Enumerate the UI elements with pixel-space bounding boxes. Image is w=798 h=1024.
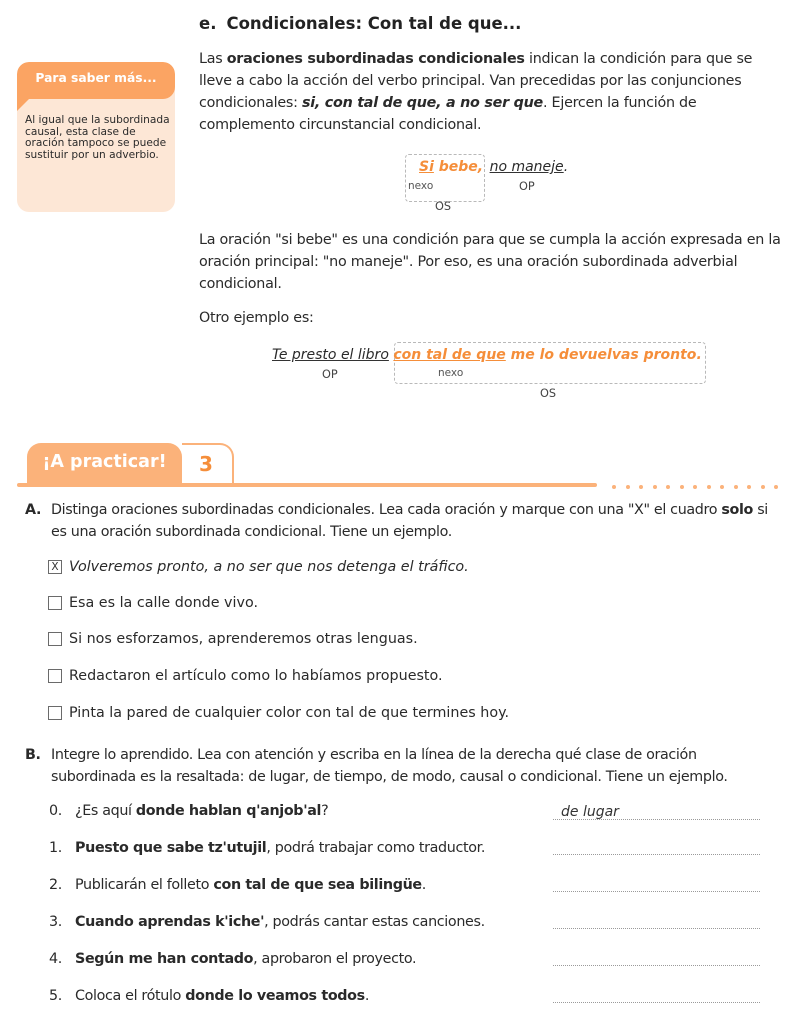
item-post: ? bbox=[321, 803, 329, 819]
item-number: 5. bbox=[49, 988, 62, 1004]
exercise-a-item-text: Redactaron el artículo como lo habíamos propuesto. bbox=[69, 668, 443, 684]
section-title-text: Condicionales: Con tal de que... bbox=[226, 14, 522, 33]
intro-text-2: indican la condición para que se lleve a cabo la acción del verbo principal. Van precedidas por las conjunciones condicionales: bbox=[199, 51, 753, 111]
item-highlight: donde lo veamos todos bbox=[185, 988, 365, 1004]
item-highlight: Puesto que sabe tz'utujil bbox=[75, 840, 267, 856]
intro-text-1: Las bbox=[199, 51, 227, 67]
answer-text bbox=[553, 950, 561, 966]
example1-period: . bbox=[563, 159, 569, 175]
example1-main-clause: no maneje bbox=[489, 159, 564, 175]
exercise-a-text-1: Distinga oraciones subordinadas condicionales. Lea cada oración y marque con una "X" el cuadro bbox=[51, 502, 722, 518]
other-example-label: Otro ejemplo es: bbox=[199, 310, 314, 326]
sidebar-heading: Para saber más... bbox=[35, 71, 157, 85]
example1-subordinate: bebe, bbox=[433, 159, 484, 175]
sidebar-header-tail bbox=[17, 99, 29, 111]
answer-line[interactable] bbox=[553, 873, 760, 892]
example2-label-os: OS bbox=[540, 387, 557, 400]
example2-nexo: con tal de que bbox=[393, 347, 506, 363]
exercise-a-item-text: Pinta la pared de cualquier color con tal de que termines hoy. bbox=[69, 705, 510, 721]
exercise-b-item bbox=[49, 877, 426, 893]
exercise-b-item bbox=[49, 803, 328, 819]
section-title bbox=[199, 14, 521, 33]
exercise-a-item bbox=[48, 557, 469, 577]
item-highlight: con tal de que sea bilingüe bbox=[213, 877, 422, 893]
exercise-b-instruction bbox=[25, 744, 785, 785]
checkbox[interactable] bbox=[48, 706, 62, 720]
exercise-a-item-text: Volveremos pronto, a no ser que nos detenga el tráfico. bbox=[69, 559, 469, 575]
exercise-a-item bbox=[48, 703, 509, 723]
example1-label-op: OP bbox=[519, 180, 535, 193]
item-post: , podrás cantar estas canciones. bbox=[264, 914, 485, 930]
example1-label-nexo: nexo bbox=[408, 180, 434, 192]
exercise-a-item bbox=[48, 629, 418, 649]
intro-paragraph bbox=[199, 48, 784, 136]
item-post: . bbox=[364, 988, 370, 1004]
item-post: , podrá trabajar como traductor. bbox=[266, 840, 486, 856]
exercise-a-instruction bbox=[25, 499, 785, 540]
practice-rule bbox=[17, 483, 597, 487]
explanation-paragraph: La oración "si bebe" es una condición para que se cumpla la acción expresada en la oración principal: "no maneje". Por eso, es una oración subordinada adverbial condicional. bbox=[199, 232, 781, 292]
checkbox[interactable] bbox=[48, 596, 62, 610]
example2-main-clause: Te presto el libro bbox=[272, 347, 389, 363]
item-post: , aprobaron el proyecto. bbox=[253, 951, 417, 967]
sidebar-body: Al igual que la subordinada causal, esta clase de oración tampoco se puede sustituir por un adverbio. bbox=[25, 114, 170, 161]
practice-dotted-rule bbox=[612, 485, 788, 489]
item-pre: Publicarán el folleto bbox=[75, 877, 214, 893]
item-post: . bbox=[421, 877, 426, 893]
practice-tab bbox=[27, 443, 182, 483]
answer-example: de lugar bbox=[561, 804, 619, 820]
item-highlight: Según me han contado bbox=[75, 951, 254, 967]
item-number: 0. bbox=[49, 803, 62, 819]
exercise-a-text-2: si es una oración subordinada condicional. Tiene un ejemplo. bbox=[51, 502, 768, 540]
answer-line[interactable] bbox=[553, 984, 760, 1003]
intro-bold-term: oraciones subordinadas condicionales bbox=[226, 51, 525, 67]
checkbox[interactable] bbox=[48, 632, 62, 646]
checkbox[interactable] bbox=[48, 669, 62, 683]
exercise-a-letter: A. bbox=[25, 502, 42, 518]
example2-period: . bbox=[696, 347, 702, 363]
exercise-a-item bbox=[48, 593, 258, 613]
example2-sentence bbox=[272, 347, 702, 363]
exercise-a-bold: solo bbox=[721, 502, 753, 518]
example2-label-op: OP bbox=[322, 368, 338, 381]
example2-diagram bbox=[270, 342, 710, 402]
item-number: 4. bbox=[49, 951, 62, 967]
answer-line[interactable] bbox=[553, 947, 760, 966]
exercise-a-item-text: Si nos esforzamos, aprenderemos otras lenguas. bbox=[69, 631, 418, 647]
para-saber-mas-box bbox=[17, 62, 175, 212]
item-number: 3. bbox=[49, 914, 62, 930]
example1-label-os: OS bbox=[435, 200, 452, 213]
answer-line[interactable] bbox=[553, 836, 760, 855]
exercise-b-text: Integre lo aprendido. Lea con atención y escriba en la línea de la derecha qué clase de oración subordinada es la resaltada: de lugar, de tiempo, de modo, causal o condicional. Tiene un ejemplo. bbox=[51, 747, 728, 785]
intro-conjunctions: si, con tal de que, a no ser que bbox=[301, 95, 543, 111]
example1-sentence bbox=[419, 159, 568, 175]
example2-label-nexo: nexo bbox=[438, 367, 464, 379]
sidebar-header bbox=[17, 62, 175, 99]
item-highlight: Cuando aprendas k'iche' bbox=[75, 914, 265, 930]
exercise-a-item bbox=[48, 666, 443, 686]
answer-line[interactable] bbox=[553, 801, 760, 820]
answer-text bbox=[553, 876, 561, 892]
practice-label: ¡A practicar! bbox=[42, 452, 167, 472]
practice-number: 3 bbox=[199, 452, 213, 476]
example1-diagram bbox=[405, 154, 585, 214]
checkbox-checked[interactable]: X bbox=[48, 560, 62, 574]
exercise-b-item bbox=[49, 988, 369, 1004]
exercise-b-letter: B. bbox=[25, 747, 41, 763]
item-number: 2. bbox=[49, 877, 62, 893]
example1-nexo: Si bbox=[419, 159, 434, 175]
answer-text bbox=[553, 839, 561, 855]
exercise-b-item bbox=[49, 840, 485, 856]
item-number: 1. bbox=[49, 840, 62, 856]
intro-text-3: . Ejercen la función de complemento circunstancial condicional. bbox=[199, 95, 697, 133]
answer-line[interactable] bbox=[553, 910, 760, 929]
exercise-b-item bbox=[49, 914, 485, 930]
item-highlight: donde hablan q'anjob'al bbox=[135, 803, 322, 819]
exercise-b-item bbox=[49, 951, 416, 967]
item-pre: Coloca el rótulo bbox=[75, 988, 186, 1004]
section-letter: e. bbox=[199, 14, 217, 33]
practice-number-tab bbox=[182, 443, 234, 483]
item-pre: ¿Es aquí bbox=[75, 803, 136, 819]
example2-subordinate: me lo devuelvas pronto bbox=[505, 347, 697, 363]
answer-text bbox=[553, 913, 561, 929]
answer-text bbox=[553, 987, 561, 1003]
exercise-a-item-text: Esa es la calle donde vivo. bbox=[69, 595, 258, 611]
